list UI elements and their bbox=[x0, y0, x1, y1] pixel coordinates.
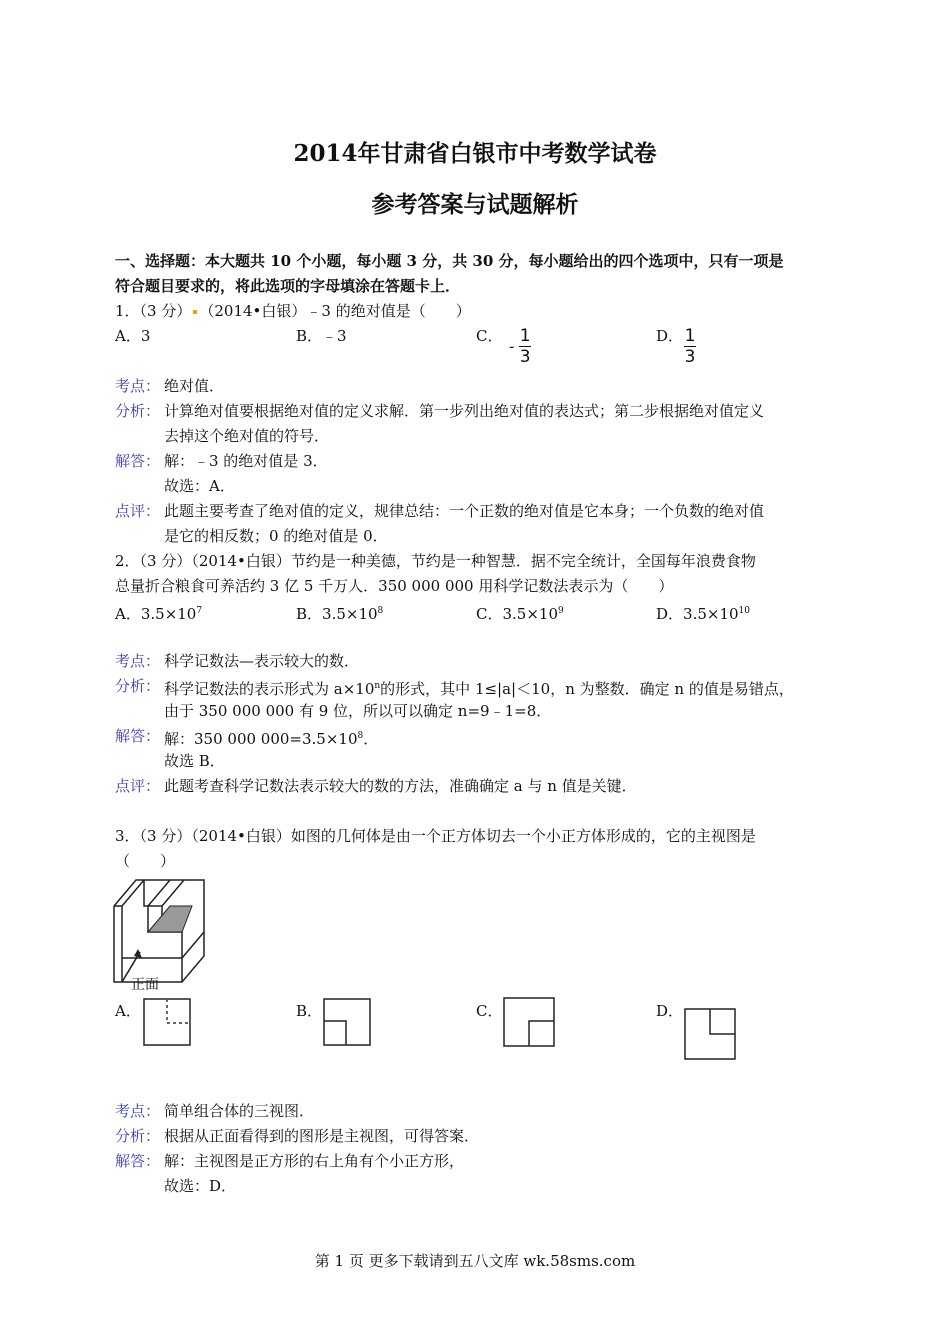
inner-square bbox=[529, 1021, 554, 1046]
q3-jieda-text-1: 解：主视图是正方形的右上角有个小正方形， bbox=[164, 1152, 465, 1170]
fraction-numerator: 1 bbox=[684, 326, 696, 346]
inner-square bbox=[710, 1009, 735, 1034]
q3-option-a-figure bbox=[143, 998, 191, 1046]
q2-option-a bbox=[115, 600, 202, 622]
front-arrow-head-icon bbox=[134, 949, 142, 958]
q1-jieda-label: 解答： bbox=[115, 452, 161, 470]
q3-option-c-figure bbox=[503, 997, 555, 1047]
fraction bbox=[519, 327, 531, 366]
section-heading-line-2: 符合题目要求的，将此选项的字母填涂在答题卡上． bbox=[115, 277, 461, 295]
q2-jieda-label: 解答： bbox=[115, 727, 161, 745]
q2-option-d-exponent: 10 bbox=[738, 606, 750, 616]
q1-option-d-label: D． bbox=[656, 327, 684, 345]
q1-option-c-label: C． bbox=[476, 327, 503, 345]
q2-fenxi-exponent: n bbox=[374, 681, 381, 691]
doc-subtitle: 参考答案与试题解析 bbox=[371, 191, 579, 218]
q3-jieda-label: 解答： bbox=[115, 1152, 161, 1170]
front-label: 正面 bbox=[131, 977, 159, 993]
q2-fenxi-text-1b: 的形式，其中 1≤|a|＜10，n 为整数．确定 n 的值是易错点， bbox=[380, 680, 794, 698]
q2-fenxi-text-1a: 科学记数法的表示形式为 a×10 bbox=[164, 680, 375, 698]
doc-title: 2014年甘肃省白银市中考数学试卷 bbox=[293, 140, 657, 167]
q1-jieda-text-1: 解：﹣3 的绝对值是 3． bbox=[164, 452, 328, 470]
q3-fenxi-text-1: 根据从正面看得到的图形是主视图，可得答案． bbox=[164, 1127, 480, 1145]
page-footer: 第 1 页 更多下载请到五八文库 wk.58sms.com bbox=[314, 1252, 636, 1270]
q2-kaodian-text: 科学记数法—表示较大的数． bbox=[164, 652, 360, 670]
q1-dianping-text-1: 此题主要考查了绝对值的定义，规律总结：一个正数的绝对值是它本身；一个负数的绝对值 bbox=[164, 502, 765, 520]
q2-fenxi-text-2: 由于 350 000 000 有 9 位，所以可以确定 n=9﹣1=8． bbox=[164, 702, 552, 720]
q1-fenxi-text-2: 去掉这个绝对值的符号． bbox=[164, 427, 330, 445]
q2-option-a-exponent: 7 bbox=[196, 606, 203, 616]
cube-figure bbox=[112, 878, 212, 990]
q1-dianping-text-2: 是它的相反数；0 的绝对值是 0． bbox=[164, 527, 388, 545]
q3-option-b-label: B． bbox=[296, 1002, 323, 1020]
cube-top-edge bbox=[114, 880, 144, 906]
q2-jieda-text-2: 故选 B． bbox=[164, 752, 225, 770]
q2-fenxi-label: 分析： bbox=[115, 677, 161, 695]
fraction-numerator: 1 bbox=[519, 326, 531, 346]
q1-stem-number: 1．（3 分） bbox=[115, 302, 192, 320]
cube-side-edge bbox=[182, 932, 204, 958]
section-heading-line-1: 一、选择题：本大题共 10 个小题，每小题 3 分，共 30 分，每小题给出的四个选项中，只有一项是 bbox=[115, 252, 784, 270]
q1-option-d-fraction bbox=[684, 327, 696, 366]
q1-option-a: A．3 bbox=[115, 327, 151, 345]
q3-stem-line-2: （ ） bbox=[115, 852, 176, 870]
q2-option-b bbox=[296, 600, 383, 622]
q3-option-b-figure bbox=[323, 998, 371, 1046]
q2-option-d-base: D．3.5×10 bbox=[656, 605, 739, 623]
q3-option-d-label: D． bbox=[656, 1002, 684, 1020]
q2-option-c bbox=[476, 600, 564, 622]
q2-stem-line-2: 总量折合粮食可养活约 3 亿 5 千万人．350 000 000 用科学记数法表示为（ ） bbox=[115, 577, 674, 595]
q2-option-c-exponent: 9 bbox=[558, 606, 564, 616]
q1-stem bbox=[115, 300, 471, 322]
notch-back-top-edge bbox=[162, 880, 184, 906]
q3-fenxi-label: 分析： bbox=[115, 1127, 161, 1145]
q3-option-a-label: A． bbox=[115, 1002, 141, 1020]
q1-kaodian-label: 考点： bbox=[115, 377, 161, 395]
q2-stem-line-1: 2．（3 分）（2014•白银）节约是一种美德，节约是一种智慧．据不完全统计，全国每年浪费食物 bbox=[115, 552, 756, 570]
q1-option-c-sign: - bbox=[509, 337, 515, 356]
q2-dianping-label: 点评： bbox=[115, 777, 161, 795]
q3-stem-line-1: 3．（3 分）（2014•白银）如图的几何体是由一个正方体切去一个小正方体形成的，它的主视图是 bbox=[115, 827, 756, 845]
q1-option-b: B．﹣3 bbox=[296, 327, 347, 345]
inner-square bbox=[324, 1021, 346, 1045]
q2-jieda-text-1 bbox=[164, 725, 378, 747]
q3-kaodian-label: 考点： bbox=[115, 1102, 161, 1120]
notch-shaded-floor bbox=[148, 906, 192, 932]
q2-option-c-base: C．3.5×10 bbox=[476, 605, 558, 623]
q2-jieda-text-1a: 解：350 000 000=3.5×10 bbox=[164, 730, 358, 748]
q2-kaodian-label: 考点： bbox=[115, 652, 161, 670]
q1-dianping-label: 点评： bbox=[115, 502, 161, 520]
q1-fenxi-label: 分析： bbox=[115, 402, 161, 420]
q2-dianping-text-1: 此题考查科学记数法表示较大的数的方法，准确确定 a 与 n 值是关键． bbox=[164, 777, 637, 795]
fraction-denominator: 3 bbox=[519, 347, 531, 367]
fraction bbox=[684, 327, 696, 366]
q3-option-d-figure bbox=[684, 1008, 736, 1060]
q1-fenxi-text-1: 计算绝对值要根据绝对值的定义求解．第一步列出绝对值的表达式；第二步根据绝对值定义 bbox=[164, 402, 765, 420]
notch-back-edge bbox=[148, 880, 170, 906]
q2-option-b-base: B．3.5×10 bbox=[296, 605, 378, 623]
q2-option-b-exponent: 8 bbox=[377, 606, 384, 616]
q3-kaodian-text: 简单组合体的三视图． bbox=[164, 1102, 315, 1120]
q2-fenxi-text-1 bbox=[164, 675, 794, 697]
q1-kaodian-text: 绝对值． bbox=[164, 377, 225, 395]
q1-jieda-text-2: 故选：A． bbox=[164, 477, 235, 495]
q1-stem-text: （2014•白银）﹣3 的绝对值是（ ） bbox=[199, 302, 471, 320]
q3-option-c-label: C． bbox=[476, 1002, 503, 1020]
q1-option-c-fraction bbox=[509, 327, 531, 366]
q3-jieda-text-2: 故选：D． bbox=[164, 1177, 237, 1195]
q2-jieda-text-1b: ． bbox=[363, 730, 379, 748]
q2-option-d bbox=[656, 600, 750, 622]
fraction-denominator: 3 bbox=[684, 347, 696, 367]
dashed-inner-square bbox=[167, 999, 190, 1023]
q2-jieda-exponent: 8 bbox=[357, 731, 364, 741]
outer-square bbox=[324, 999, 370, 1045]
marker-dot-icon bbox=[193, 310, 197, 314]
q2-option-a-base: A．3.5×10 bbox=[115, 605, 197, 623]
